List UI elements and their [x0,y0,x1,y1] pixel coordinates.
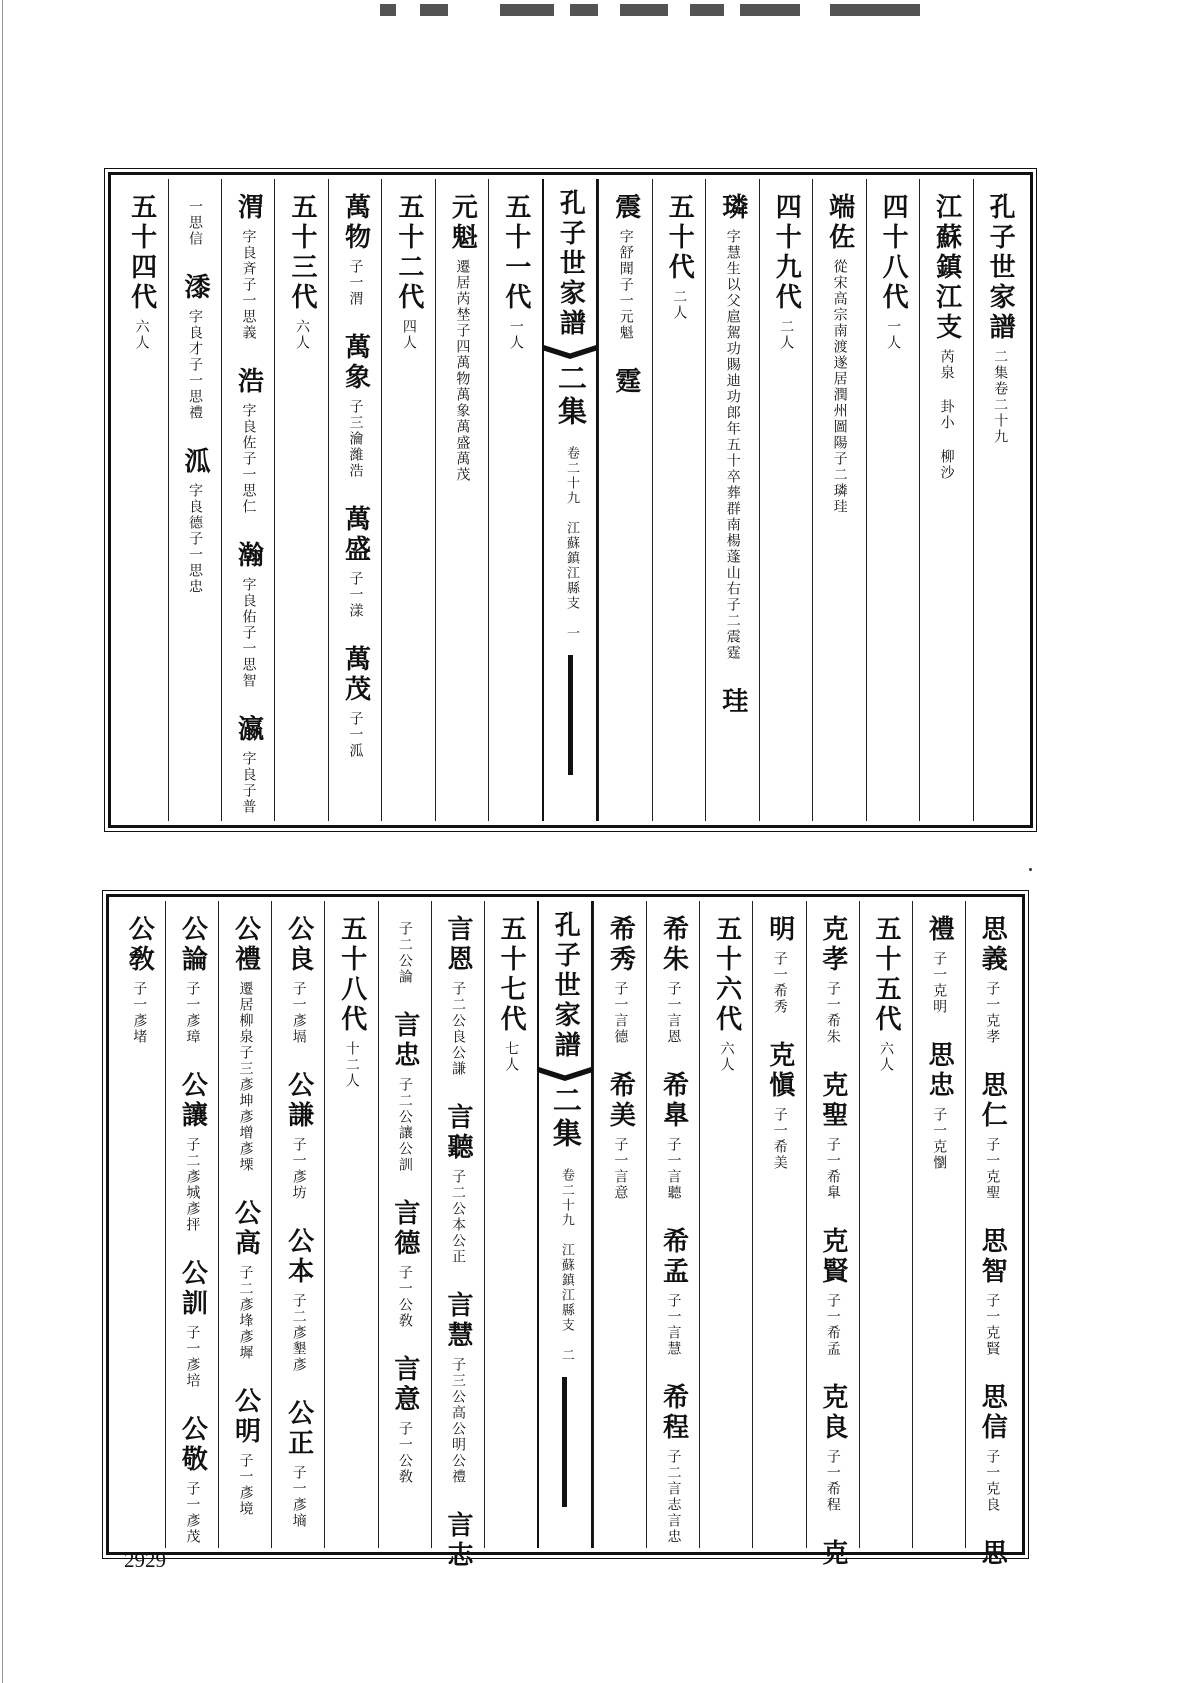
entry-name: 瀚 [233,541,264,571]
column-text [442,901,473,1571]
register-column [646,901,699,1548]
entry-note: 子一希孟 [824,1293,841,1357]
column-text [178,901,207,1548]
entry-note: 子一希臯 [824,1137,841,1201]
entry [712,915,741,1073]
title-banner [539,901,591,1548]
entry-note: 子一彥璋 [184,981,201,1045]
entry [818,1071,847,1201]
entry-note: 子二彥墾彥 [290,1293,307,1373]
entry [611,367,640,397]
entry-note: 子一希朱 [824,981,841,1045]
entry-note: 子一渭 [347,259,364,307]
entry [234,541,263,689]
entry-name: 克良 [817,1383,848,1443]
entry-note: 子一言慧 [665,1293,682,1357]
entry [180,273,209,421]
entry-note: 二人 [778,319,795,351]
column-text [337,901,366,1548]
entry [765,915,794,1015]
entry-note: 子一彥墒 [290,1465,307,1529]
entry [341,505,370,619]
entry-note: 字良子普 [240,751,257,815]
entry-note: 子一彥茂 [184,1481,201,1545]
entry-name: 言恩 [442,915,473,975]
register-column [324,901,377,1548]
entry [341,645,370,759]
entry [925,1041,954,1171]
entry-name: 公本 [283,1227,314,1287]
entry-name: 霆 [610,367,641,397]
banner-fish-tail-mark [539,1067,591,1081]
entry-note: 子一克懰 [931,1107,948,1171]
entry-note: 字良佐子一思仁 [240,403,257,515]
entry-note: 子二公論 [396,921,413,985]
entry-note: 子一漾 [347,571,364,619]
genealogy-page-top [108,172,1033,828]
column-text [606,901,635,1548]
entry-note: 子三瀹濰浩 [347,399,364,479]
entry-name: 五十代 [664,193,695,283]
column-text [718,179,747,821]
entry-name: 公禮 [230,915,261,975]
entry-note: 子二彥城彥抨 [184,1137,201,1233]
entry-name: 希臯 [658,1071,689,1131]
entry-name: 言忠 [389,1011,420,1071]
entry [284,1227,313,1373]
entry-note: 二人 [671,289,688,321]
entry-name: 思信 [977,1383,1008,1443]
entry-name: 公明 [230,1387,261,1447]
register-column [435,179,488,821]
entry-note: 子二彥埄彥墀 [237,1265,254,1361]
top-columns [115,179,1026,821]
entry [818,915,847,1045]
entry [501,193,530,351]
banner-title: 孔子世家譜 [550,911,581,1061]
entry-name: 希秀 [605,915,636,975]
entry-note: 子一泒 [347,711,364,759]
entry-name: 公敬 [177,1415,208,1475]
entry-name: 五十六代 [711,915,742,1035]
entry [765,1041,794,1171]
column-text [817,901,848,1569]
entry [818,1227,847,1357]
entry-note: 子二公讓公訓 [396,1077,413,1173]
entry-note: 遷居芮埜子四萬物萬象萬盛萬茂 [454,259,471,483]
column-text [932,179,961,821]
entry-note: 子一彥境 [237,1453,254,1517]
entry-name: 珪 [717,687,748,717]
entry-note: 芮泉 卦小 柳沙 [938,349,955,481]
register-column [866,179,919,821]
entry-name: 希孟 [658,1227,689,1287]
column-text [394,179,423,821]
collection-label: 二集 [553,363,588,429]
banner-bar [568,655,573,775]
entry [818,1383,847,1513]
register-column [488,179,541,821]
entry-note: 字良才子一思禮 [187,309,204,421]
entry [443,1511,472,1571]
entry-note: 遷居柳泉子三彥坤彥增彥塛 [237,981,254,1173]
column-text [390,901,419,1548]
entry-name: 浩 [233,367,264,397]
entry-name: 元魁 [447,193,478,253]
entry-note: 子一彥培 [184,1325,201,1389]
entry [390,1011,419,1173]
entry-name: 明 [764,915,795,945]
entry-name: 萬象 [340,333,371,393]
entry-name: 孔子世家譜 [985,193,1016,343]
column-text [180,179,209,821]
register-column [759,179,812,821]
entry [818,1539,847,1569]
entry-note: 子一言恩 [665,981,682,1045]
volume-branch-label: 卷二十九 江蘇鎮江縣支 一 [563,429,579,641]
register-column [218,901,271,1548]
entry [390,1355,419,1485]
entry-note: 六人 [133,319,150,351]
entry-name: 五十七代 [496,915,527,1035]
entry-name: 端佐 [824,193,855,253]
register-column [271,901,324,1548]
entry [341,333,370,479]
entry [180,447,209,595]
register-column [598,179,651,821]
entry-name: 四十八代 [878,193,909,313]
register-column [812,179,865,821]
entry-name: 言聽 [442,1103,473,1163]
entry [337,915,366,1089]
entry-note: 二集卷二十九 [992,349,1009,445]
column-text [665,179,694,821]
entry-name: 公高 [230,1199,261,1259]
entry-note: 字良德子一思忠 [187,483,204,595]
center-banner-column [537,901,593,1548]
entry-note: 子一克賢 [984,1293,1001,1357]
banner-fish-tail-mark [544,345,596,359]
entry-name: 公訓 [177,1259,208,1319]
column-text [825,179,854,821]
entry [284,1399,313,1529]
register-column [113,901,165,1548]
entry [978,1227,1007,1357]
entry [390,1199,419,1329]
entry [772,193,801,351]
entry-name: 泒 [180,447,211,477]
page-number: 2929 [124,1548,166,1572]
entry-note: 子一希程 [824,1449,841,1513]
center-banner-column [542,179,598,821]
entry-name: 五十八代 [336,915,367,1035]
entry-note: 子一克聖 [984,1137,1001,1201]
register-column [973,179,1026,821]
entry [231,915,260,1173]
entry-name: 言慧 [442,1291,473,1351]
entry-name: 萬茂 [340,645,371,705]
entry-name: 公論 [177,915,208,975]
entry-note: 子三公高公明公禮 [449,1357,466,1485]
register-column [859,901,912,1548]
entry [659,915,688,1045]
entry [178,1415,207,1545]
entry [284,1071,313,1201]
entry-note: 子二公本公正 [449,1169,466,1265]
entry [932,193,961,481]
column-text [712,901,741,1548]
entry-name: 克賢 [817,1227,848,1287]
entry-note: 子一公敎 [396,1265,413,1329]
column-text [765,901,794,1548]
entry [231,1199,260,1361]
register-column [752,901,805,1548]
entry-name: 言意 [389,1355,420,1415]
register-column [115,179,167,821]
entry-note: 子一克良 [984,1449,1001,1513]
entry-name: 思 [977,1539,1008,1569]
entry-name: 克聖 [817,1071,848,1131]
column-text [234,179,263,821]
entry-name: 五十二代 [393,193,424,313]
register-column [912,901,965,1548]
entry [284,915,313,1045]
banner-title: 孔子世家譜 [555,189,586,339]
entry-note: 子一彥塥 [290,981,307,1045]
column-text [231,901,260,1548]
entry-name: 五十五代 [870,915,901,1035]
collection-label: 二集 [548,1085,583,1151]
register-column [221,179,274,821]
entry-name: 五十三代 [286,193,317,313]
page-edge-line [2,0,3,1683]
entry [341,193,370,307]
entry [606,1071,635,1201]
entry-name: 思仁 [977,1071,1008,1131]
entry [659,1383,688,1545]
entry-name: 五十四代 [126,193,157,313]
entry [985,193,1014,445]
cropped-header-strip [270,4,960,18]
register-column [168,179,221,821]
entry [659,1071,688,1201]
entry-name: 公良 [283,915,314,975]
entry [871,915,900,1073]
column-text [127,179,156,821]
entry [127,193,156,351]
entry [925,915,954,1015]
register-column [593,901,646,1548]
entry [825,193,854,515]
entry [665,193,694,321]
entry-name: 四十九代 [771,193,802,313]
column-text [501,179,530,821]
entry [394,193,423,351]
entry-name: 渭 [233,193,264,223]
entry-note: 子一希秀 [771,951,788,1015]
entry-note: 子一彥堵 [131,981,148,1045]
entry-note: 子二公良公謙 [449,981,466,1077]
entry [443,915,472,1077]
entry-note: 字慧生以父扈駕功賜迪功郎年五十卒葬群南楊蓬山右子二震霆 [724,229,741,661]
entry [231,1387,260,1517]
entry [448,193,477,483]
entry-note: 子一克明 [931,951,948,1015]
column-text [287,179,316,821]
column-text [284,901,313,1548]
column-text [925,901,954,1548]
entry-name: 璘 [717,193,748,223]
column-text [871,901,900,1548]
entry [718,193,747,661]
column-text [125,901,154,1548]
entry-name: 言德 [389,1199,420,1259]
register-column [965,901,1018,1569]
entry-name: 公正 [283,1399,314,1459]
entry [718,687,747,717]
column-text [977,901,1008,1569]
entry [443,1103,472,1265]
register-column [806,901,859,1569]
entry [390,915,419,985]
entry-name: 公讓 [177,1071,208,1131]
entry-note: 六人 [293,319,310,351]
entry-note: 子一公敎 [396,1421,413,1485]
column-text [659,901,688,1548]
banner-volume [554,363,586,641]
entry [125,915,154,1045]
column-text [879,179,908,821]
banner-volume [549,1085,581,1363]
register-column [328,179,381,821]
entry [234,367,263,515]
entry-note: 四人 [400,319,417,351]
register-column [699,901,752,1548]
entry-note: 子一言聽 [665,1137,682,1201]
entry-name: 希程 [658,1383,689,1443]
entry-name: 公謙 [283,1071,314,1131]
entry-name: 希朱 [658,915,689,975]
entry-name: 潻 [180,273,211,303]
entry-note: 子一彥坊 [290,1137,307,1201]
entry-note: 七人 [503,1041,520,1073]
column-text [497,901,526,1548]
entry [178,1259,207,1389]
entry-note: 子一克孝 [984,981,1001,1045]
register-column [652,179,705,821]
register-column [919,179,972,821]
entry [606,915,635,1045]
entry-name: 公敎 [124,915,155,975]
column-text [772,179,801,821]
entry-name: 江蘇鎮江支 [931,193,962,343]
banner-bar [562,1377,567,1507]
entry-note: 從宋高宗南渡遂居潤州圖陽子二璘珪 [831,259,848,515]
entry-note: 六人 [877,1041,894,1073]
entry [443,1291,472,1485]
entry-name: 五十一代 [500,193,531,313]
entry-note: 子二言志言忠 [665,1449,682,1545]
register-column [165,901,218,1548]
volume-branch-label: 卷二十九 江蘇鎮江縣支 二 [558,1151,574,1363]
entry-name: 希美 [605,1071,636,1131]
register-column [484,901,537,1548]
entry [178,915,207,1045]
entry-name: 萬盛 [340,505,371,565]
entry [178,1071,207,1233]
entry-note: 一人 [507,319,524,351]
entry [978,1383,1007,1513]
entry-note: 字良佑子一思智 [240,577,257,689]
entry-note: 一人 [885,319,902,351]
title-banner [544,179,596,821]
column-text [341,179,370,821]
entry-name: 克 [817,1539,848,1569]
entry [879,193,908,351]
entry-note: 子一言意 [612,1137,629,1201]
entry-name: 克孝 [817,915,848,975]
register-column [274,179,327,821]
register-column [381,179,434,821]
entry [497,915,526,1073]
entry [234,193,263,341]
entry-name: 萬物 [340,193,371,253]
entry-name: 禮 [924,915,955,945]
register-column [378,901,431,1548]
entry-name: 震 [610,193,641,223]
entry [287,193,316,351]
entry [978,1539,1007,1569]
column-text [448,179,477,821]
entry-name: 思忠 [924,1041,955,1101]
entry [978,915,1007,1045]
register-column [431,901,484,1571]
entry [978,1071,1007,1201]
entry [234,715,263,815]
entry-name: 思義 [977,915,1008,975]
entry-note: 子一言德 [612,981,629,1045]
column-text [611,179,640,821]
entry-note: 六人 [718,1041,735,1073]
entry-note: 子一希美 [771,1107,788,1171]
entry [180,193,209,247]
entry-note: 一思信 [187,199,204,247]
entry-note: 字良斉子一思義 [240,229,257,341]
entry-name: 思智 [977,1227,1008,1287]
ink-speck [1029,868,1032,871]
register-column [705,179,758,821]
entry [611,193,640,341]
entry [659,1227,688,1357]
entry-name: 言志 [442,1511,473,1571]
column-text [985,179,1014,821]
entry-note: 字舒聞子一元魁 [617,229,634,341]
entry-name: 瀛 [233,715,264,745]
entry-note: 十二人 [343,1041,360,1089]
entry-name: 克愼 [764,1041,795,1101]
